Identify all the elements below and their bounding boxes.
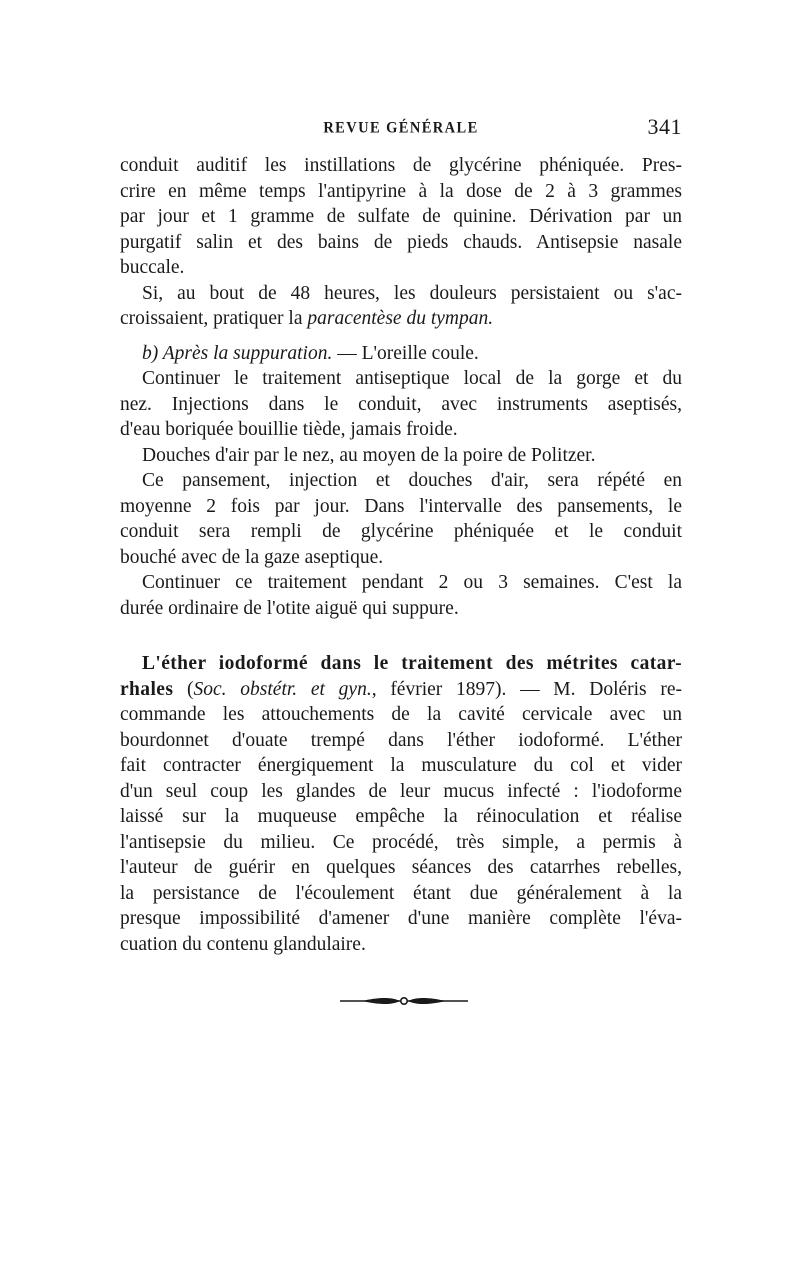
text-line: bouché avec de la gaze aseptique. [120,546,384,568]
page-number: 341 [647,114,682,139]
text-line [120,341,682,367]
text-line: d'un seul coup les glandes de leur mucus infecté : l'iodoforme [120,780,682,802]
text-line: Douches d'air par le nez, au moyen de la poire de Politzer. [142,444,596,466]
italic-heading: b) Après la suppuration. [142,342,333,364]
text-line: Continuer le traitement antiseptique local de la gorge et du [142,368,682,389]
article-ether-iodoforme [120,651,682,957]
text-line: fait contracter énergiquement la musculature du col et vider [120,755,682,776]
source-journal: Soc. obstétr. et gyn. [193,678,372,700]
text-line: commande les attouchements de la cavité cervicale avec un [120,704,682,725]
paragraph-continuer-traitement [120,366,682,443]
text-line: par jour et 1 gramme de sulfate de quinine. Dérivation par un [120,206,682,227]
running-head [120,114,682,144]
paragraph-paracentese [120,281,682,332]
article-title: L'éther iodoformé dans le traitement des métrites catar- [142,653,682,674]
text-span: , février 1897). — M. Doléris re- [371,678,683,700]
text-line: l'auteur de guérir en quelques séances des catarrhes rebelles, [120,857,682,878]
text-line: nez. Injections dans le conduit, avec instruments aseptisés, [120,393,682,415]
text-span: croissaient, pratiquer la [120,308,308,329]
text-line [120,306,682,332]
text-line: presque impossibilité d'amener d'une manière complète l'éva- [120,908,682,929]
paragraph-douches [120,443,682,469]
text-line: la persistance de l'écoulement étant due généralement à la [120,882,682,904]
paragraph-instillations [120,153,682,281]
text-line: durée ordinaire de l'otite aiguë qui suppure. [120,597,459,619]
running-title: REVUE GÉNÉRALE [323,119,479,137]
text-line: crire en même temps l'antipyrine à la dose de 2 à 3 grammes [120,180,682,202]
text-line [120,677,682,703]
text-line: Si, au bout de 48 heures, les douleurs persistaient ou s'ac- [142,282,682,304]
paragraph-duree [120,570,682,621]
text-line: bourdonnet d'ouate trempé dans l'éther iodoformé. L'éther [120,729,682,751]
spacer [120,332,682,341]
text-line: Ce pansement, injection et douches d'air, sera répété en [142,470,682,491]
text-line: conduit auditif les instillations de glycérine phéniquée. Pres- [120,155,682,176]
spacer [120,621,682,651]
body-text [120,153,682,957]
paragraph-pansement [120,468,682,570]
text-line: l'antisepsie du milieu. Ce procédé, très simple, a permis à [120,831,682,853]
text-line: purgatif salin et des bains de pieds chauds. Antisepsie nasale [120,231,682,253]
subheading-apres-suppuration [120,341,682,367]
text-line: d'eau boriquée bouillie tiède, jamais froide. [120,419,458,440]
article-title-end: rhales [120,678,174,700]
text-line: buccale. [120,257,185,278]
italic-term: paracentèse du tympan. [307,308,494,329]
text-line: conduit sera rempli de glycérine phéniquée et le conduit [120,521,682,542]
text-span: — L'oreille coule. [332,342,479,364]
text-line: laissé sur la muqueuse empêche la réinoculation et réalise [120,806,682,827]
text-span: ( [173,678,194,700]
text-line: cuation du contenu glandulaire. [120,933,366,955]
text-line: Continuer ce traitement pendant 2 ou 3 semaines. C'est la [142,572,682,593]
ornament-divider [340,994,468,1008]
text-line: moyenne 2 fois par jour. Dans l'intervalle des pansements, le [120,495,682,517]
